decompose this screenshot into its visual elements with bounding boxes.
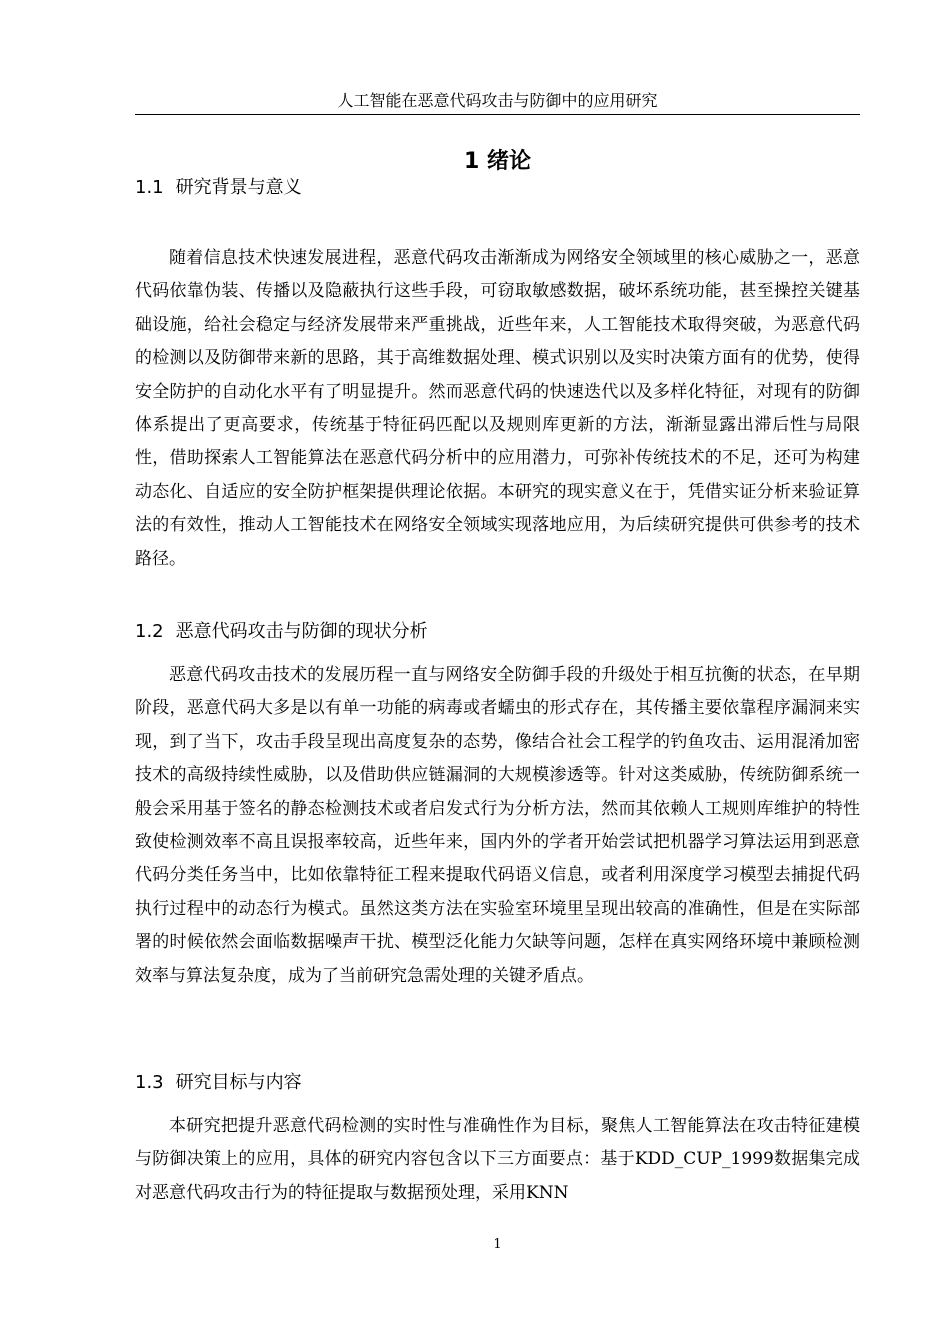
section-number: 1.3 <box>135 1072 164 1093</box>
chapter-title: 1 绪论 <box>464 149 531 174</box>
paragraph-background: 随着信息技术快速发展进程，恶意代码攻击渐渐成为网络安全领域里的核心威胁之一，恶意代码依靠伪装、传播以及隐蔽执行这些手段，可窃取敏感数据，破坏系统功能，甚至操控关键基础设施，给社会稳定与经济发展带来严重挑战，近些年来，人工智能技术取得突破，为恶意代码的检测以及防御带来新的思路，其于高维数据处理、模式识别以及实时决策方面有的优势，使得安全防护的自动化水平有了明显提升。然而恶意代码的快速迭代以及多样化特征，对现有的防御体系提出了更高要求，传统基于特征码匹配以及规则库更新的方法，渐渐显露出滞后性与局限性，借助探索人工智能算法在恶意代码分析中的应用潜力，可弥补传统技术的不足，还可为构建动态化、自适应的安全防护框架提供理论依据。本研究的现实意义在于，凭借实证分析来验证算法的有效性，推动人工智能技术在网络安全领域实现落地应用，为后续研究提供可供参考的技术路径。 <box>135 248 860 569</box>
section-number: 1.1 <box>135 177 164 198</box>
section-title: 研究背景与意义 <box>175 177 302 198</box>
section-heading-1-1 <box>135 173 860 203</box>
section-heading-1-3 <box>135 1068 860 1098</box>
running-title: 人工智能在恶意代码攻击与防御中的应用研究 <box>337 91 658 110</box>
paragraph-status: 恶意代码攻击技术的发展历程一直与网络安全防御手段的升级处于相互抗衡的状态，在早期阶段，恶意代码大多是以有单一功能的病毒或者蠕虫的形式存在，其传播主要依靠程序漏洞来实现，到了当下，攻击手段呈现出高度复杂的态势，像结合社会工程学的钓鱼攻击、运用混淆加密技术的高级持续性威胁，以及借助供应链漏洞的大规模渗透等。针对这类威胁，传统防御系统一般会采用基于签名的静态检测技术或者启发式行为分析方法，然而其依赖人工规则库维护的特性致使检测效率不高且误报率较高，近些年来，国内外的学者开始尝试把机器学习算法运用到恶意代码分类任务当中，比如依靠特征工程来提取代码语义信息，或者利用深度学习模型去捕捉代码执行过程中的动态行为模式。虽然这类方法在实验室环境里呈现出较高的准确性，但是在实际部署的时候依然会面临数据噪声干扰、模型泛化能力欠缺等问题，怎样在真实网络环境中兼顾检测效率与算法复杂度，成为了当前研究急需处理的关键矛盾点。 <box>135 665 860 986</box>
section-title: 恶意代码攻击与防御的现状分析 <box>175 621 428 642</box>
section-title: 研究目标与内容 <box>175 1072 302 1093</box>
section-heading-1-2 <box>135 617 860 647</box>
page-header <box>135 88 860 115</box>
section-number: 1.2 <box>135 621 164 642</box>
page-number: 1 <box>493 1237 502 1252</box>
paragraph-objectives: 本研究把提升恶意代码检测的实时性与准确性作为目标，聚焦人工智能算法在攻击特征建模与防御决策上的应用，具体的研究内容包含以下三方面要点：基于KDD_CUP_1999数据集完成对恶意代码攻击行为的特征提取与数据预处理，采用KNN <box>135 1116 860 1203</box>
